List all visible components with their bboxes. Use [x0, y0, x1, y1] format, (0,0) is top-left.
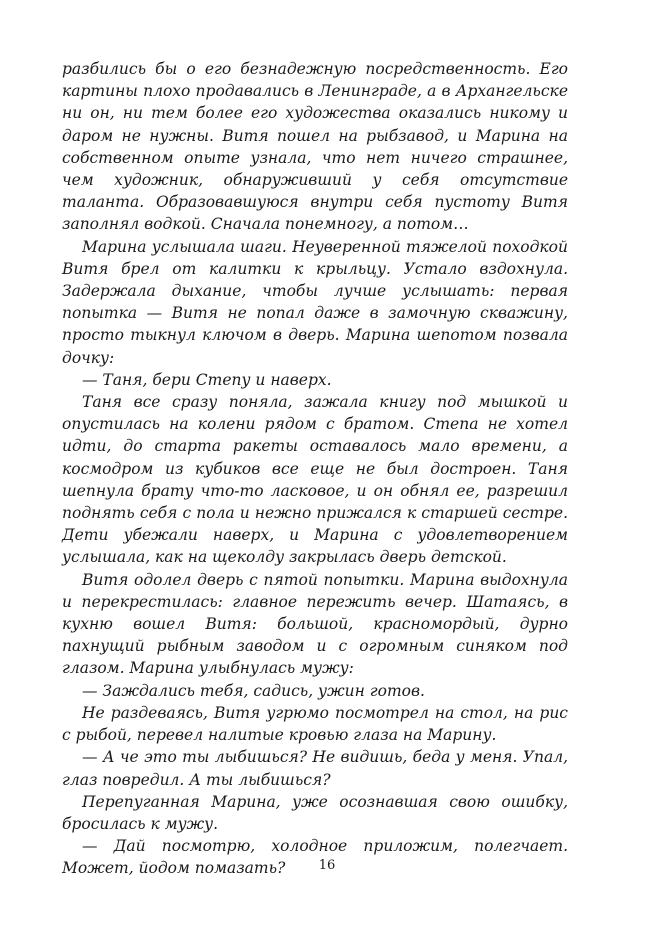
paragraph-3: — Таня, бери Степу и наверх. [82, 370, 332, 389]
page-number: 16 [318, 858, 336, 873]
body-text [62, 58, 568, 880]
paragraph-10: — Дай посмотрю, холодное приложим, полегчает. Может, йодом помазать? [62, 837, 568, 878]
paragraph-4: Таня все сразу поняла, зажала книгу под мышкой и опустилась на колени рядом с братом. Степа не хотел идти, до старта ракеты оставалось мало времени, а космодром из кубиков все еще не был достроен. Таня шепнула брату что-то ласковое, и он обнял ее, разрешил поднять себя с пола и нежно прижался к старшей сестре. Дети убежали наверх, и Марина с удовлетворением услышала, как на щеколду закрылась дверь детской. [62, 393, 568, 567]
paragraph-6: — Заждались тебя, садись, ужин готов. [82, 681, 425, 700]
paragraph-1: разбились бы о его безнадежную посредственность. Его картины плохо продавались в Ленинграде, а в Архангельске ни он, ни тем более его художества оказались никому и даром не нужны. Витя пошел на рыбзавод, и Марина на собственном опыте узнала, что нет ничего страшнее, чем художник, обнаруживший у себя отсутствие таланта. Образовавшуюся внутри себя пустоту Витя заполнял водкой. Сначала понемногу, а потом… [62, 60, 568, 234]
paragraph-7: Не раздеваясь, Витя угрюмо посмотрел на стол, на рис с рыбой, перевел налитые кровью глаза на Марину. [62, 703, 568, 745]
paragraph-9: Перепуганная Марина, уже осознавшая свою ошибку, бросилась к мужу. [62, 792, 568, 833]
paragraph-2: Марина услышала шаги. Неуверенной тяжелой походкой Витя брел от калитки к крыльцу. Устало вздохнула. Задержала дыхание, чтобы лучше услышать: первая попытка — Витя не попал даже в замочную скважину, просто тыкнул ключом в дверь. Марина шепотом позвала дочку: [62, 237, 568, 367]
paragraph-8: — А че это ты лыбишься? Не видишь, беда у меня. Упал, глаз повредил. А ты лыбишься? [62, 748, 568, 789]
paragraph-5: Витя одолел дверь с пятой попытки. Марина выдохнула и перекрестилась: главное пережить вечер. Шатаясь, в кухню вошел Витя: большой, красномордый, дурно пахнущий рыбным заводом и с огромным синяком под глазом. Марина улыбнулась мужу: [62, 570, 568, 678]
